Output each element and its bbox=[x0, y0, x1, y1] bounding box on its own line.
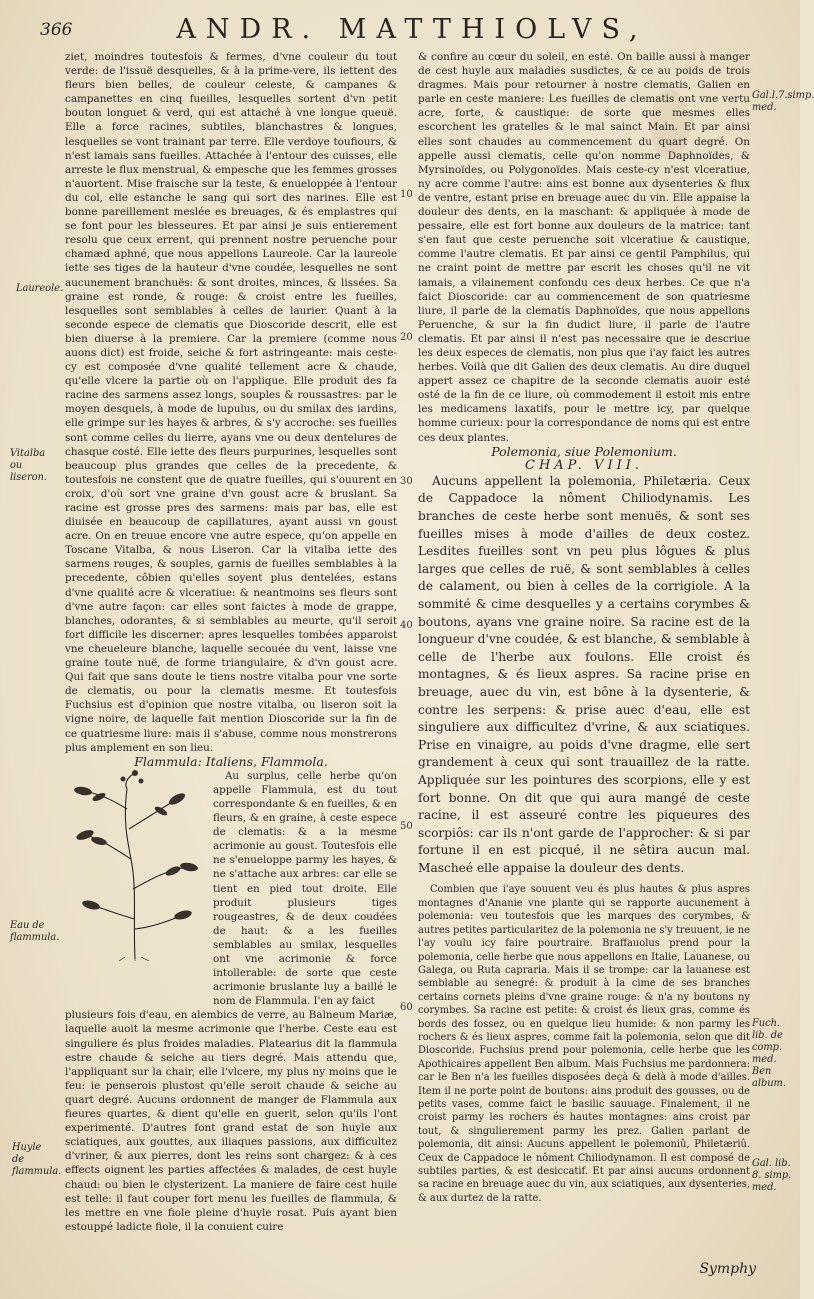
line-number: 50 bbox=[400, 821, 413, 832]
margin-note: Gal.l.7.simp. med. bbox=[752, 90, 814, 113]
catchword: Symphy bbox=[699, 1261, 756, 1277]
margin-note: Fuch. lib. de comp. med. Ben album. bbox=[752, 1018, 786, 1089]
margin-note: Vitalba ou liseron. bbox=[10, 448, 48, 483]
line-number: 40 bbox=[400, 620, 413, 631]
paragraph: & confire au cœur du soleil, en esté. On baille aussi à manger de cest huyle aux maladies susdictes, & ce au poids de trois dragmes. Mais pour retourner à nostre clematis, Galien en parle en ceste maniere: Les fueilles de clematis ont vne vertu acre, forte, & caustique: de sorte que mesmes elles escorchent les gratelles & le mal sainct Main. Et par ainsi elles sont chaudes au commencement du quart degré. On appelle aussi clematis, celle qu'on nomme Daphnoïdes, & Myrsinoïdes, ou Polygonoïdes. Mais ceste-cy n'est vlceratiue, ny acre comme l'autre: ains est bonne aux dysenteries & flux de ventre, estant prise en breuage auec du vin. Elle appaise la douleur des dents, en la maschant: & appliquée à mode de pessaire, elle est fort bonne aux douleurs de la matrice: tant s'en faut que ceste peruenche soit vlceratiue & caustique, comme l'autre clematis. Et par ainsi ce gentil Pamphilus, qui ne craint point de mettre par escrit les choses qu'il ne vit iamais, a vilainement confondu ces deux herbes. Ce que n'a faict Dioscoride: car au commencement de son quatriesme liure, il parle de la clematis Daphnoïdes, que nous appellons Peruenche, & sur la fin dudict liure, il parle de l'autre clematis. Et par ainsi il n'est pas necessaire que ie descriue les deux especes de clematis, non plus que i'ay faict les autres herbes. Voilà que dit Galien des deux clematis. Au dire duquel appert assez ce chapitre de la seconde clematis auoir esté osté de la fin de ce liure, où commodement il estoit mis entre les medicamens laxatifs, pour le mettre icy, par quelque homme curieux: pour la correspondance de noms qui est entre ces deux plantes. bbox=[418, 51, 750, 444]
paragraph: Combien que i'aye souuent veu és plus hautes & plus aspres montagnes d'Ananie vne plante qui se rapporte aucunement à polemonia: veu toutesfois que les marques des corymbes, & autres petites particularitez de la polemonia ne s'y treuuent, ie ne l'ay voulu icy faire pourtraire. Braffauolus prend pour la polemonia, celle herbe que nous appellons en Italie, Lauanese, ou Galega, ou Ruta capraria. Mais il se trompe: car la lauanese est semblable au senegré: & produit à la cime de ses branches certains cornets pleins d'vne graine rouge: & n'a ny boutons ny corymbes. Sa racine est petite: & croist és lieux gras, comme és bords des fossez, ou en quelque lieu humide: & non parmy les rochers & és lieux aspres, comme fait la polemonia, selon que dit Dioscoride. Fuchsius prend pour polemonia, celle herbe que les Apothicaires appellent Ben album. Mais Fuchsius me pardonnera: car le Ben n'a les fueilles disposées deçà & delà à mode d'ailles. Item il ne porte point de boutons: ains produit des gousses, ou de petits vases, comme faict le basilic sauuage. Finalement, il ne croist parmy les rochers és hautes montagnes: ains croist par tout, & singulierement parmy les prez. Galien parlant de polemonia, dit ainsi: Aucuns appellent le polemoniû, Philetæriû. Ceux de Cappadoce le nôment Chiliodynamon. Il est composé de subtiles parties, & est desiccatif. Et par ainsi aucuns ordonnent sa racine en breuage auec du vin, aux sciatiques, aux dysenteries, & aux durtez de la ratte. bbox=[418, 884, 750, 1204]
margin-note: Laureole. bbox=[16, 283, 64, 294]
margin-note: Eau de flammula. bbox=[10, 920, 60, 943]
left-column bbox=[65, 50, 397, 1234]
line-number: 30 bbox=[400, 476, 413, 487]
section-title: Flammula: Italiens, Flammola. bbox=[134, 753, 328, 769]
running-title: ANDR. MATTHIOLVS, bbox=[176, 14, 648, 45]
flammula-woodcut-illustration bbox=[65, 769, 203, 961]
line-number: 10 bbox=[400, 189, 413, 200]
line-number: 20 bbox=[400, 332, 413, 343]
paragraph: Aucuns appellent la polemonia, Philetæria. Ceux de Cappadoce la nôment Chiliodynamis. Les branches de ceste herbe sont menuës, & sont ses fueilles mises à mode d'ailles de deux costez. Lesdites fueilles sont vn peu plus lôgues & plus larges que celles de ruë, & sont semblables à celles de calament, ou bien à celles de la corrigiole. A la sommité & cime desquelles y a certains corymbes & boutons, ayans vne graine noire. Sa racine est de la longueur d'vne coudée, & est blanche, & semblable à celle de l'herbe aux foulons. Elle croist és montagnes, & és lieux aspres. Sa racine prise en breuage, auec du vin, est bône à la dysenterie, & contre les serpens: & prise auec d'eau, elle est singuliere aux difficultez d'vrine, & aux sciatiques. Prise en vinaigre, au poids d'vne dragme, elle sert grandement à ceux qui sont trauaillez de la ratte. Appliquée sur les pointures des scorpions, elle y est fort bonne. On dit que qui aura mangé de ceste racine, il est asseuré contre les piqueures des scorpiôs: car ils n'ont garde de l'approcher: & si par fortune il en est picqué, il ne sêtira aucun mal. Mascheé elle appaise la douleur des dents. bbox=[418, 473, 750, 875]
paragraph: plusieurs fois d'eau, en alembics de verre, au Balneum Mariæ, laquelle auoit la mesme acrimonie que l'herbe. Ceste eau est singuliere és plus froides maladies. Platearius dit la flammula estre chaude & seiche au tiers degré. Mais attendu que, l'appliquant sur la chair, elle l'vlcere, my plus ny moins que le feu: ie penserois plustost qu'elle seroit chaude & seiche au quart degré. Aucuns ordonnent de manger de Flammula aux fieures quartes, & dient qu'elle en guerit, selon qu'ils l'ont experimenté. D'autres font grand estat de son huyle aux sciatiques, aux gouttes, aux iliaques passions, aux difficultez d'vriner, & aux pierres, dont les reins sont chargez: & à ces effects oignent les parties affectées & malades, de cest huyle chaud: ou bien le clysterizent. La maniere de faire cest huile est telle: il faut couper fort menu les fueilles de flammula, & les mettre en vne fiole pleine d'huyle rosat. Puis ayant bien estouppé ladicte fiole, il la conuient cuire bbox=[65, 1009, 397, 1233]
page-number: 366 bbox=[40, 20, 73, 40]
figure-caption-text: Au surplus, celle herbe qu'on appelle Flammula, est du tout correspondante & en fueilles, & en fleurs, & en graine, à ceste espece de clematis: & a la mesme acrimonie au goust. Toutesfois elle ne s'enueloppe parmy les hayes, & ne s'attache aux arbres: car elle se tient en pied tout droite. Elle produit plusieurs tiges rougeastres, & de deux coudées de haut: & a les fueilles semblables au smilax, lesquelles ont vne acrimonie & force intollerable: de sorte que ceste acrimonie bruslante luy a baillé le nom de Flammula. I'en ay faict bbox=[213, 769, 397, 1008]
plant-illustration-icon bbox=[65, 769, 203, 961]
figure-block bbox=[65, 769, 397, 1009]
page-header bbox=[40, 14, 760, 48]
paragraph: ziet, moindres toutesfois & fermes, d'vne couleur du tout verde: de l'issuë desquelles, & à la prime-vere, ils iettent des fleurs bien belles, de couleur celeste, & campanes & campanettes en cinq fueilles, lesquelles sortent d'vn petit bouton longuet & verd, qui est attaché à vne longue queuë. Elle a force racines, subtiles, blanchastres & longues, lesquelles se vont trainant par terre. Elle verdoye toufiours, & n'est iamais sans fueilles. Attachée à l'entour des cuisses, elle arreste le flux menstrual, & empesche que les femmes grosses n'auortent. Mise fraische sur la teste, & enueloppée à l'entour du col, elle estanche le sang qui sort des narines. Elle est bonne pareillement meslée es breuages, & és emplastres qui se font pour les blesseures. Et par ainsi je suis entierement resolu que ceux errent, qui prennent nostre peruenche pour chamæd aphné, que nous appellons Laureole. Car la laureole iette ses tiges de la hauteur d'vne coudée, lesquelles ne sont aucunement branchuës: & sont droites, minces, & lissées. Sa graine est ronde, & rouge: & croist entre les fueilles, lesquelles sont semblables à celles de laurier. Quant à la seconde espece de clematis que Dioscoride descrit, elle est bien diuerse à la premiere. Car la premiere (comme nous auons dict) est froide, seiche & fort astringeante: mais ceste-cy est composée d'vne qualité tellement acre & chaude, qu'elle vlcere la partie où on l'applique. Elle produit des fa racine des sarmens assez longs, souples & roussastres: par le moyen desquels, à mode de lupulus, ou du smilax des iardins, elle grimpe sur les hayes & arbres, & s'y accroche: ses fueilles sont comme celles du lierre, ayans vne ou deux dentelures de chasque costé. Elle iette des fleurs purpurines, lesquelles sont beaucoup plus grandes que celles de la precedente, & toutesfois ne constent que de quatre fueilles, qui s'ouurent en croix, d'où sort vne graine d'vn goust acre & bruslant. Sa racine est grosse pres des sarmens: mais par bas, elle est diuisée en beaucoup de capillatures, ayant aussi vn goust acre. On en treuue encore vne autre espece, qu'on appelle en Toscane Vitalba, & nous Liseron. Car la vitalba iette des sarmens rouges, & souples, garnis de fueilles semblables à la precedente, côbien qu'elles soyent plus dentelées, estans d'vne qualité acre & vlceratiue: & neantmoins ses fleurs sont d'vne autre façon: car elles sont faictes à mode de grappe, blanches, odorantes, & si semblables au meurte, qu'il seroit fort difficile les discerner: apres lesquelles tombées apparoist vne cheueleure blanche, laquelle secouée du vent, laisse vne graine toute nuë, de forme triangulaire, & d'vn goust acre. Qui fait que sans doute le tiens nostre vitalba pour vne sorte de clematis, ou pour la clematis mesme. Et toutesfois Fuchsius est d'opinion que nostre vitalba, ou liseron soit la vigne noire, de laquelle fait mention Dioscoride sur la fin de ce quatriesme liure: mais il s'abuse, comme nous monstrerons plus amplement en son lieu. bbox=[65, 51, 397, 754]
right-column bbox=[418, 50, 750, 1205]
chapter-number: CHAP. VIII. bbox=[525, 457, 643, 473]
margin-note: Huyle de flammula. bbox=[12, 1142, 62, 1177]
margin-note: Gal. lib. 8. simp. med. bbox=[752, 1158, 792, 1193]
line-number: 60 bbox=[400, 1002, 413, 1013]
chapter-heading: Polemonia, siue Polemonium. bbox=[491, 443, 677, 459]
